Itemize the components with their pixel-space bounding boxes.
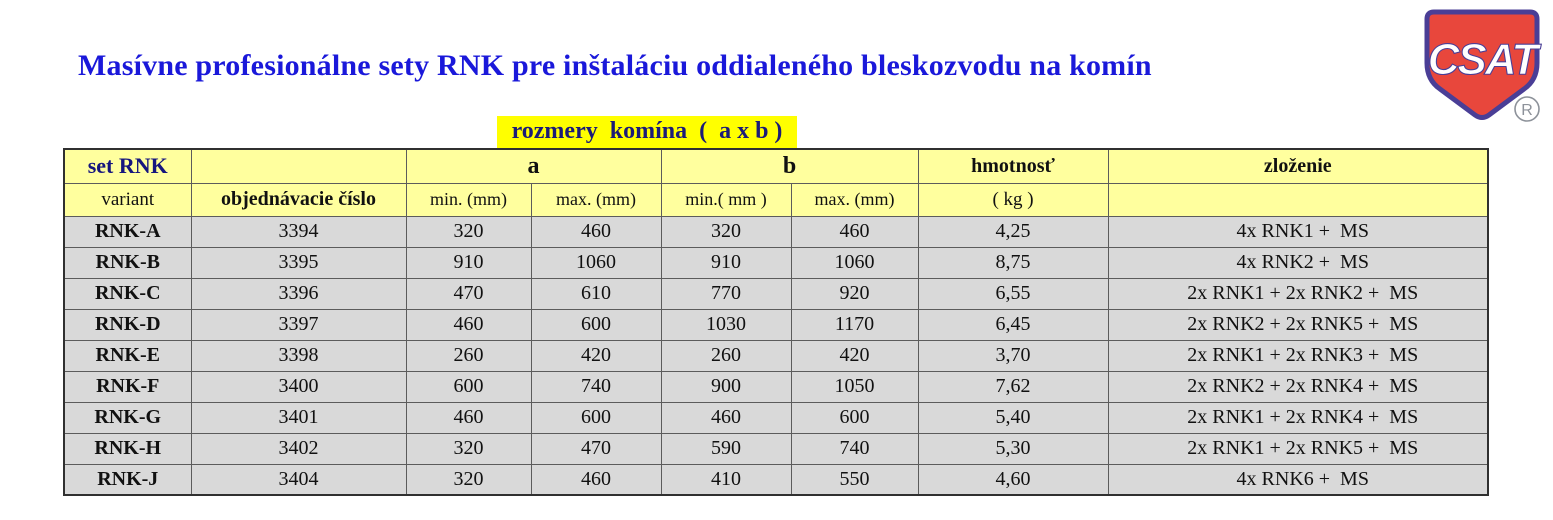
header-row-2 <box>64 183 1488 216</box>
chimney-dimensions-label: rozmery komína ( a x b ) <box>497 116 797 148</box>
header-set-rnk: set RNK <box>64 149 191 183</box>
page-title: Masívne profesionálne sety RNK pre inštaláciu oddialeného bleskozvodu na komín <box>78 49 1152 82</box>
cell-variant: RNK-B <box>64 247 191 278</box>
cell-b-max: 460 <box>791 216 918 247</box>
cell-a-max: 420 <box>531 340 661 371</box>
header-a-min: min. (mm) <box>406 183 531 216</box>
cell-composition: 2x RNK2 + 2x RNK5 + MS <box>1108 309 1488 340</box>
cell-a-max: 460 <box>531 464 661 495</box>
header-b: b <box>661 149 918 183</box>
cell-order-number: 3400 <box>191 371 406 402</box>
cell-a-max: 460 <box>531 216 661 247</box>
cell-order-number: 3394 <box>191 216 406 247</box>
cell-a-min: 910 <box>406 247 531 278</box>
cell-weight: 4,25 <box>918 216 1108 247</box>
cell-weight: 4,60 <box>918 464 1108 495</box>
header-a-max: max. (mm) <box>531 183 661 216</box>
cell-variant: RNK-H <box>64 433 191 464</box>
cell-b-max: 1050 <box>791 371 918 402</box>
registered-mark: R <box>1521 102 1533 119</box>
cell-composition: 2x RNK1 + 2x RNK2 + MS <box>1108 278 1488 309</box>
cell-order-number: 3397 <box>191 309 406 340</box>
cell-order-number: 3395 <box>191 247 406 278</box>
cell-weight: 8,75 <box>918 247 1108 278</box>
cell-a-min: 470 <box>406 278 531 309</box>
rnk-sets-table <box>63 148 1489 496</box>
cell-b-min: 460 <box>661 402 791 433</box>
header-b-min: min.( mm ) <box>661 183 791 216</box>
cell-composition: 2x RNK2 + 2x RNK4 + MS <box>1108 371 1488 402</box>
cell-a-min: 320 <box>406 464 531 495</box>
cell-b-max: 550 <box>791 464 918 495</box>
cell-a-min: 320 <box>406 433 531 464</box>
cell-composition: 2x RNK1 + 2x RNK3 + MS <box>1108 340 1488 371</box>
header-weight: hmotnosť <box>918 149 1108 183</box>
cell-b-min: 910 <box>661 247 791 278</box>
cell-order-number: 3402 <box>191 433 406 464</box>
table-row <box>64 371 1488 402</box>
logo-text: CSAT <box>1427 35 1537 84</box>
cell-a-max: 1060 <box>531 247 661 278</box>
cell-b-min: 900 <box>661 371 791 402</box>
cell-variant: RNK-G <box>64 402 191 433</box>
cell-a-min: 320 <box>406 216 531 247</box>
cell-order-number: 3404 <box>191 464 406 495</box>
cell-weight: 6,55 <box>918 278 1108 309</box>
cell-b-max: 740 <box>791 433 918 464</box>
table-header <box>64 149 1488 216</box>
table-row <box>64 433 1488 464</box>
csat-logo <box>1420 8 1550 132</box>
header-a: a <box>406 149 661 183</box>
cell-a-max: 740 <box>531 371 661 402</box>
cell-a-min: 460 <box>406 402 531 433</box>
cell-a-max: 600 <box>531 309 661 340</box>
header-order-blank <box>191 149 406 183</box>
cell-weight: 3,70 <box>918 340 1108 371</box>
cell-a-max: 610 <box>531 278 661 309</box>
table-body <box>64 216 1488 495</box>
header-order-number: objednávacie číslo <box>191 183 406 216</box>
cell-weight: 6,45 <box>918 309 1108 340</box>
header-composition: zloženie <box>1108 149 1488 183</box>
cell-b-min: 590 <box>661 433 791 464</box>
cell-b-min: 260 <box>661 340 791 371</box>
table-row <box>64 402 1488 433</box>
cell-b-min: 410 <box>661 464 791 495</box>
cell-order-number: 3401 <box>191 402 406 433</box>
cell-a-min: 460 <box>406 309 531 340</box>
cell-b-min: 770 <box>661 278 791 309</box>
table-row <box>64 309 1488 340</box>
header-variant: variant <box>64 183 191 216</box>
cell-b-min: 1030 <box>661 309 791 340</box>
table-row <box>64 216 1488 247</box>
cell-variant: RNK-J <box>64 464 191 495</box>
cell-b-max: 600 <box>791 402 918 433</box>
cell-a-max: 600 <box>531 402 661 433</box>
cell-b-max: 1170 <box>791 309 918 340</box>
cell-b-max: 1060 <box>791 247 918 278</box>
cell-a-max: 470 <box>531 433 661 464</box>
header-b-max: max. (mm) <box>791 183 918 216</box>
cell-composition: 2x RNK1 + 2x RNK5 + MS <box>1108 433 1488 464</box>
cell-composition: 4x RNK1 + MS <box>1108 216 1488 247</box>
table-row <box>64 340 1488 371</box>
cell-order-number: 3398 <box>191 340 406 371</box>
cell-variant: RNK-E <box>64 340 191 371</box>
cell-variant: RNK-D <box>64 309 191 340</box>
cell-b-max: 420 <box>791 340 918 371</box>
cell-order-number: 3396 <box>191 278 406 309</box>
header-weight-unit: ( kg ) <box>918 183 1108 216</box>
header-composition-blank <box>1108 183 1488 216</box>
cell-b-min: 320 <box>661 216 791 247</box>
cell-a-min: 600 <box>406 371 531 402</box>
table-row <box>64 464 1488 495</box>
cell-a-min: 260 <box>406 340 531 371</box>
cell-weight: 5,30 <box>918 433 1108 464</box>
cell-weight: 7,62 <box>918 371 1108 402</box>
table-row <box>64 247 1488 278</box>
cell-variant: RNK-F <box>64 371 191 402</box>
cell-variant: RNK-A <box>64 216 191 247</box>
cell-composition: 4x RNK2 + MS <box>1108 247 1488 278</box>
csat-shield-icon <box>1420 8 1550 132</box>
table-row <box>64 278 1488 309</box>
cell-composition: 4x RNK6 + MS <box>1108 464 1488 495</box>
cell-composition: 2x RNK1 + 2x RNK4 + MS <box>1108 402 1488 433</box>
cell-b-max: 920 <box>791 278 918 309</box>
header-row-1 <box>64 149 1488 183</box>
cell-weight: 5,40 <box>918 402 1108 433</box>
cell-variant: RNK-C <box>64 278 191 309</box>
